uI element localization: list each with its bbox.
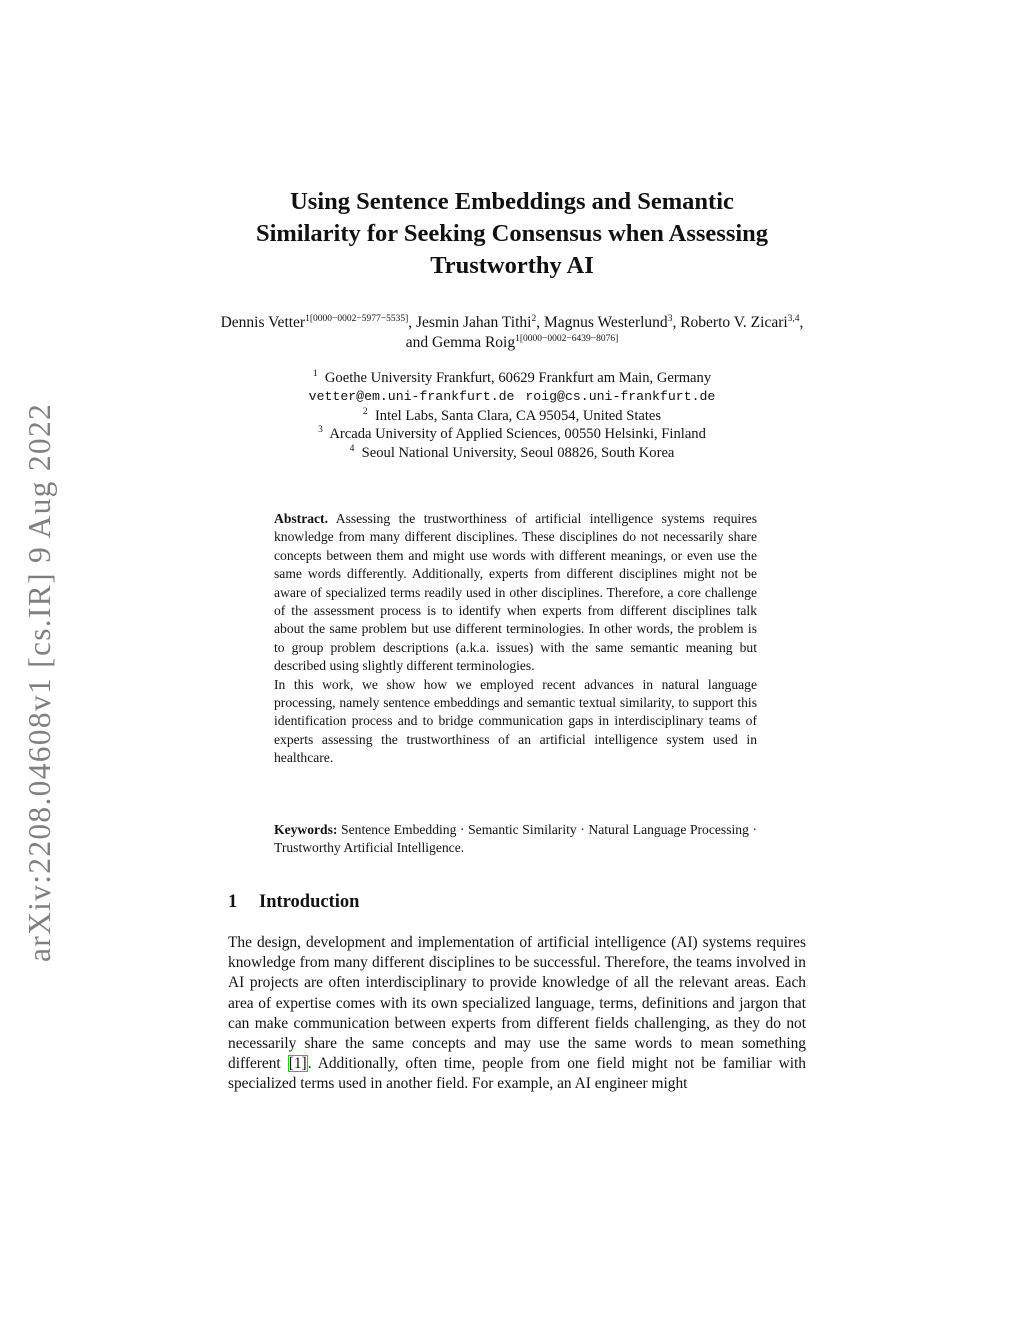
author-name: Dennis Vetter (220, 314, 306, 331)
section-title: Introduction (259, 892, 360, 912)
abstract (274, 510, 757, 768)
affiliation-list (212, 369, 812, 462)
author-sup: 2 (531, 313, 537, 324)
author-sup: 1[0000−0002−6439−8076] (515, 333, 619, 344)
keywords-text: Sentence Embedding · Semantic Similarity · Natural Language Processing · Trustworthy Artificial Intelligence. (274, 822, 757, 856)
keywords-label: Keywords: (274, 822, 338, 837)
affiliation (212, 425, 812, 443)
author-name: , Magnus Westerlund (536, 314, 668, 331)
affiliation-sup: 3 (318, 425, 323, 436)
keywords (274, 821, 757, 858)
affiliation (212, 444, 812, 462)
email-link[interactable]: vetter@em.uni-frankfurt.de (308, 389, 515, 405)
section-number: 1 (228, 892, 238, 912)
arxiv-identifier: arXiv:2208.04608v1 [cs.IR] 9 Aug 2022 (22, 402, 57, 962)
affiliation (212, 407, 812, 425)
intro-text: . Additionally, often time, people from one field might not be familiar with specialized terms used in another field. For example, an AI engineer might (228, 1055, 806, 1093)
affiliation-text: Seoul National University, Seoul 08826, South Korea (361, 444, 675, 461)
author-name: , and Gemma Roig (405, 314, 804, 351)
paper-title (212, 186, 812, 282)
title-line: Similarity for Seeking Consensus when Assessing (255, 220, 769, 247)
section-heading (228, 892, 359, 913)
citation-link[interactable]: [1] (288, 1055, 307, 1073)
author-sup: 3 (667, 313, 673, 324)
abstract-paragraph: In this work, we show how we employed recent advances in natural language processing, namely sentence embeddings and semantic textual similarity, to support this identification process and to bridge communication gaps in interdisciplinary teams of experts assessing the trustworthiness of an artificial intelligence system used in healthcare. (274, 676, 757, 766)
affiliation-text: Goethe University Frankfurt, 60629 Frankfurt am Main, Germany (324, 370, 712, 386)
affiliation-sup: 2 (362, 406, 368, 417)
author-name: , Roberto V. Zicari (672, 314, 788, 331)
affiliation-sup: 4 (349, 443, 355, 454)
abstract-text: Assessing the trustworthiness of artificial intelligence systems requires knowledge from many different disciplines. These disciplines do not necessarily share concepts between them and might use words with different meanings, or even use the same words differently. Additionally, experts from different disciplines might not be aware of specialized terms readily used in other disciplines. Therefore, a core challenge of the assessment process is to identify when experts from different disciplines talk about the same problem but use different terminologies. In other words, the problem is to group problem descriptions (a.k.a. issues) with the same semantic meaning but described using slightly different terminologies. (274, 511, 757, 674)
title-line: Using Sentence Embeddings and Semantic (290, 188, 734, 215)
intro-paragraph (228, 933, 806, 1095)
author-name: , Jesmin Jahan Tithi (408, 314, 532, 331)
author-sup: 1[0000−0002−5977−5535] (305, 313, 409, 324)
intro-body (228, 933, 806, 1095)
email-link[interactable]: roig@cs.uni-frankfurt.de (525, 389, 716, 405)
email-line (212, 387, 812, 406)
affiliation-text: Arcada University of Applied Sciences, 00550 Helsinki, Finland (329, 426, 706, 443)
author-sup: 3,4 (787, 313, 800, 324)
author-list (212, 313, 812, 353)
intro-text: The design, development and implementation of artificial intelligence (AI) systems requires knowledge from many different disciplines to be successful. Therefore, the teams involved in AI projects are often interdisciplinary to provide knowledge of all the relevant areas. Each area of expertise comes with its own specialized language, terms, definitions and jargon that can make communication between experts from different fields challenging, as they do not necessarily share the same concepts and may use the same words to mean something different (228, 934, 806, 1073)
affiliation (212, 369, 812, 387)
affiliation-sup: 1 (312, 369, 318, 380)
affiliation-text: Intel Labs, Santa Clara, CA 95054, United States (374, 407, 662, 424)
title-line: Trustworthy AI (430, 252, 594, 279)
abstract-label: Abstract. (274, 511, 328, 526)
abstract-paragraph (274, 510, 757, 676)
